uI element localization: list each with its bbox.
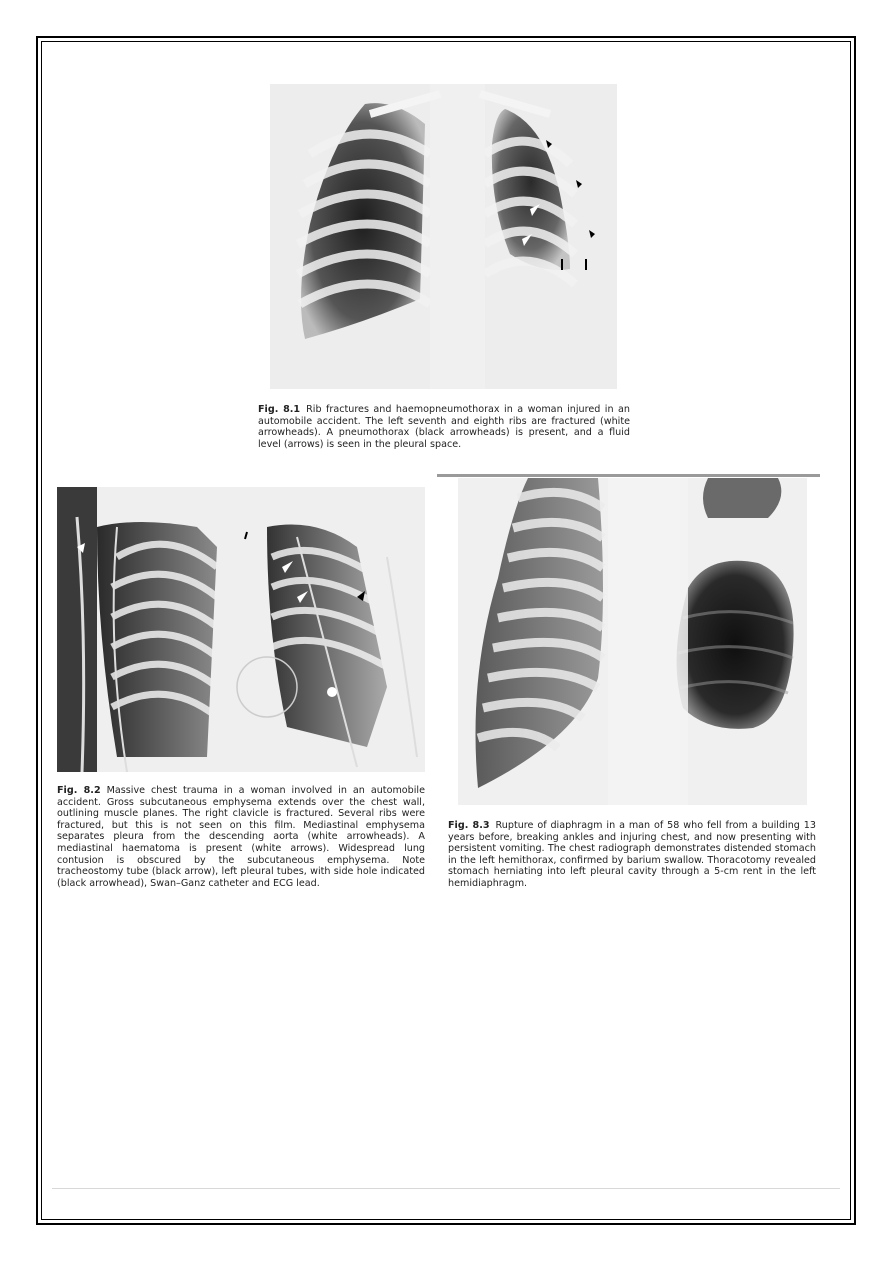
footer-rule — [52, 1188, 840, 1189]
figure-8-2-caption — [57, 785, 425, 889]
caption-text: Massive chest trauma in a woman involved in an automobile accident. Gross subcutaneous emphysema extends over the chest wall, outlining muscle planes. The right clavicle is fractured. Several ribs were fractured, but this is not seen on this film. Mediastinal emphysema separates pleura from the descending aorta (white arrowheads). A mediastinal haematoma is present (white arrows). Widespread lung contusion is obscured by the subcutaneous emphysema. Note tracheostomy tube (black arrow), left pleural tubes, with side hole indicated (black arrowhead), Swan–Ganz catheter and ECG lead. — [57, 785, 425, 889]
figure-label: Fig. 8.2 — [57, 785, 101, 796]
caption-text: Rib fractures and haemopneumothorax in a woman injured in an automobile accident. The left seventh and eighth ribs are fractured (white arrowheads). A pneumothorax (black arrowheads) is present, and a fluid level (arrows) is seen in the pleural space. — [258, 404, 630, 450]
figure-8-3-top-rule — [437, 474, 820, 477]
caption-text: Rupture of diaphragm in a man of 58 who fell from a building 13 years before, breaking ankles and injuring chest, and now presenting with persistent vomiting. The chest radiograph demonstrates distended stomach in the left hemithorax, confirmed by barium swallow. Thoracotomy revealed stomach herniating into left pleural cavity through a 5-cm rent in the left hemidiaphragm. — [448, 820, 816, 889]
figure-8-3-radiograph — [458, 478, 807, 805]
figure-label: Fig. 8.3 — [448, 820, 490, 831]
figure-label: Fig. 8.1 — [258, 404, 301, 415]
figure-8-1-caption — [258, 404, 630, 450]
figure-8-2-radiograph — [57, 487, 425, 772]
figure-8-1-radiograph — [270, 84, 617, 389]
figure-8-3-caption — [448, 820, 816, 890]
